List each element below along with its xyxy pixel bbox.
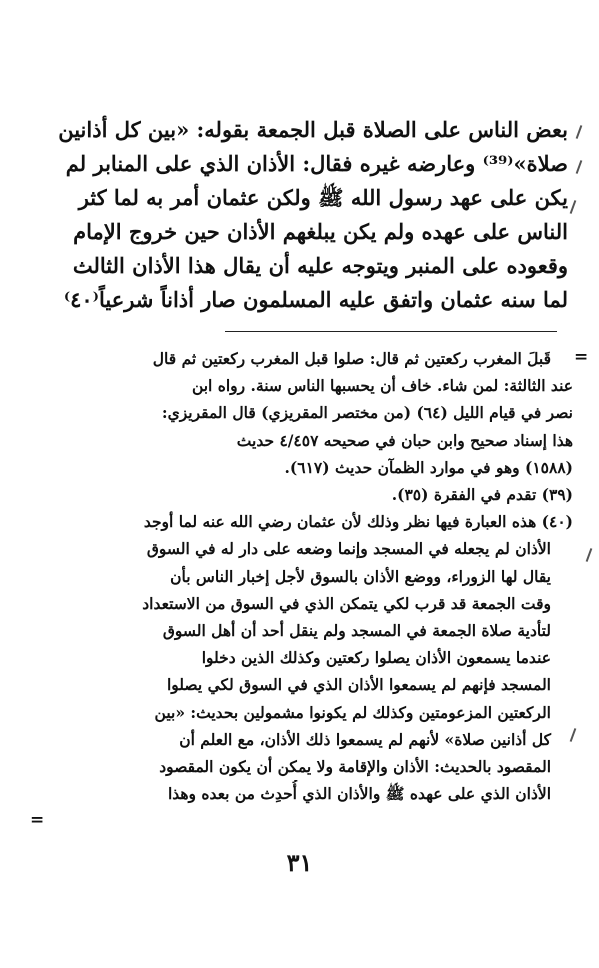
scan-speck	[576, 160, 583, 174]
footnotes-block	[28, 345, 573, 807]
footnote-line: (١٥٨٨) وهو في موارد الظمآن حديث (٦١٧).	[284, 457, 573, 477]
footnote-line: وقت الجمعة قد قرب لكي يتمكن الذي في السوق من الاستعداد	[142, 593, 551, 613]
footnote-line: عندما يسمعون الأذان يصلوا ركعتين وكذلك الذين دخلوا	[201, 648, 551, 668]
footnote-line: الأذان لم يجعله في المسجد وإنما وضعه على دار له في السوق	[146, 539, 551, 559]
main-line: لما سنه عثمان واتفق عليه المسلمون صار أذاناً شرعياً⁽٤٠⁾	[63, 287, 568, 312]
footnote-line: المسجد فإنهم لم يسمعوا الأذان الذي في السوق لكي يصلوا	[166, 675, 551, 695]
footnote-line: قَبلَ المغرب ركعتين ثم قال: صلوا قبل المغرب ركعتين ثم قال	[152, 349, 551, 368]
scan-speck	[576, 125, 583, 139]
footnote-line: عند الثالثة: لمن شاء. خاف أن يحسبها الناس سنة. رواه ابن	[191, 376, 573, 396]
footnote-separator	[225, 331, 557, 332]
main-paragraph	[28, 113, 568, 317]
page-number: ٣١	[286, 848, 313, 877]
footnote-line: الأذان الذي على عهده ﷺ والأذان الذي أُحدِث من بعده وهذا	[167, 784, 551, 804]
main-line: يكن على عهد رسول الله ﷺ ولكن عثمان أمر به لما كثر	[78, 185, 568, 210]
main-line: وقعوده على المنبر ويتوجه عليه أن يقال هذا الأذان الثالث	[72, 253, 568, 278]
main-line: صلاة»⁽³⁹⁾ وعارضه غيره فقال: الأذان الذي على المنابر لم	[65, 151, 568, 176]
footnote-line: لتأدية صلاة الجمعة في المسجد ولم ينقل أحد أن أهل السوق	[162, 621, 551, 641]
footnote-line: هذا إسناد صحيح وابن حبان في صحيحه ٤/٤٥٧ حديث	[236, 430, 573, 450]
footnote-40: (٤٠) هذه العبارة فيها نظر وذلك لأن عثمان رضي الله عنه لما أوجد	[143, 512, 573, 532]
continuation-end-mark: =	[30, 810, 45, 830]
scan-speck	[570, 200, 577, 214]
footnote-line: المقصود بالحديث: الأذان والإقامة ولا يمكن أن يكون المقصود	[159, 757, 551, 777]
footnote-line: الركعتين المزعومتين وكذلك لم يكونوا مشمولين بحديث: «بين	[154, 702, 551, 722]
footnote-line: كل أذانين صلاة» لأنهم لم يسمعوا ذلك الأذان، مع العلم أن	[179, 729, 551, 749]
footnote-line: نصر في قيام الليل (٦٤) (من مختصر المقريزي) قال المقريزي:	[161, 403, 573, 423]
scan-speck	[586, 548, 593, 562]
main-line: الناس على عهده ولم يكن يبلغهم الأذان حين خروج الإمام	[73, 219, 568, 244]
footnote-39: (٣٩) تقدم في الفقرة (٣٥).	[391, 485, 573, 505]
footnote-line: يقال لها الزوراء، ووضع الأذان بالسوق لأجل إخبار الناس بأن	[170, 566, 551, 586]
main-line: بعض الناس على الصلاة قبل الجمعة بقوله: «بين كل أذانين	[58, 117, 568, 142]
continuation-mark: =	[574, 347, 589, 367]
